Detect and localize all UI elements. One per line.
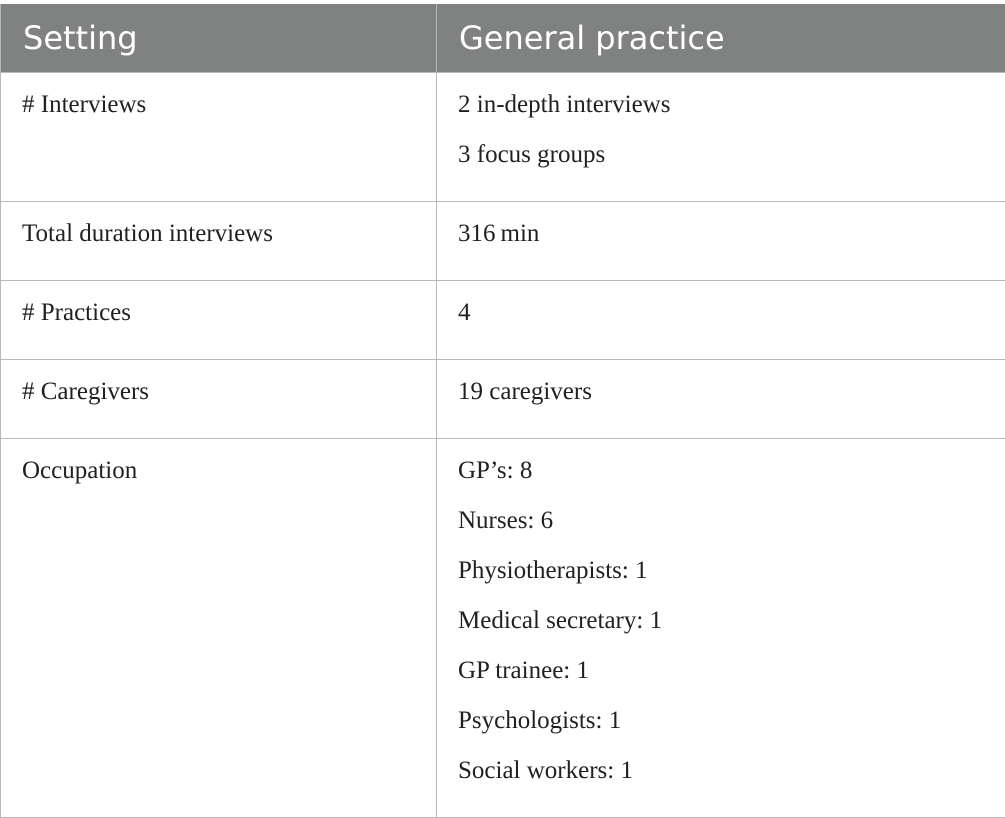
- row-value-caregivers: [437, 360, 1005, 439]
- row-label-practices: [1, 281, 437, 360]
- row-label-caregivers: [1, 360, 437, 439]
- header-row: [1, 4, 1005, 73]
- row-value-occupation: [437, 439, 1005, 818]
- cell-text: Psychologists: 1: [458, 703, 1005, 753]
- row-label-occupation: [1, 439, 437, 818]
- table-row: [1, 281, 1005, 360]
- cell-text: 2 in-depth interviews: [458, 87, 1005, 137]
- header-setting: Setting: [1, 4, 437, 73]
- table-row: [1, 202, 1005, 281]
- cell-text: GP trainee: 1: [458, 653, 1005, 703]
- cell-text: Total duration interviews: [22, 216, 436, 266]
- cell-text: 3 focus groups: [458, 137, 1005, 187]
- table-row: [1, 439, 1005, 818]
- row-label-interviews: [1, 73, 437, 202]
- table-row: [1, 360, 1005, 439]
- participants-table: [0, 4, 1005, 818]
- cell-text: Social workers: 1: [458, 753, 1005, 803]
- header-general-practice: General practice: [437, 4, 1005, 73]
- cell-text: Physiotherapists: 1: [458, 553, 1005, 603]
- row-value-interviews: [437, 73, 1005, 202]
- row-value-practices: [437, 281, 1005, 360]
- cell-text: # Practices: [22, 295, 436, 345]
- cell-text: Medical secretary: 1: [458, 603, 1005, 653]
- cell-text: # Caregivers: [22, 374, 436, 424]
- table-row: [1, 73, 1005, 202]
- cell-text: Nurses: 6: [458, 503, 1005, 553]
- row-label-duration: [1, 202, 437, 281]
- cell-text: Occupation: [22, 453, 436, 503]
- cell-text: # Interviews: [22, 87, 436, 137]
- cell-text: 316 min: [458, 216, 1005, 266]
- cell-text: GP’s: 8: [458, 453, 1005, 503]
- row-value-duration: [437, 202, 1005, 281]
- cell-text: 19 caregivers: [458, 374, 1005, 424]
- cell-text: 4: [458, 295, 1005, 345]
